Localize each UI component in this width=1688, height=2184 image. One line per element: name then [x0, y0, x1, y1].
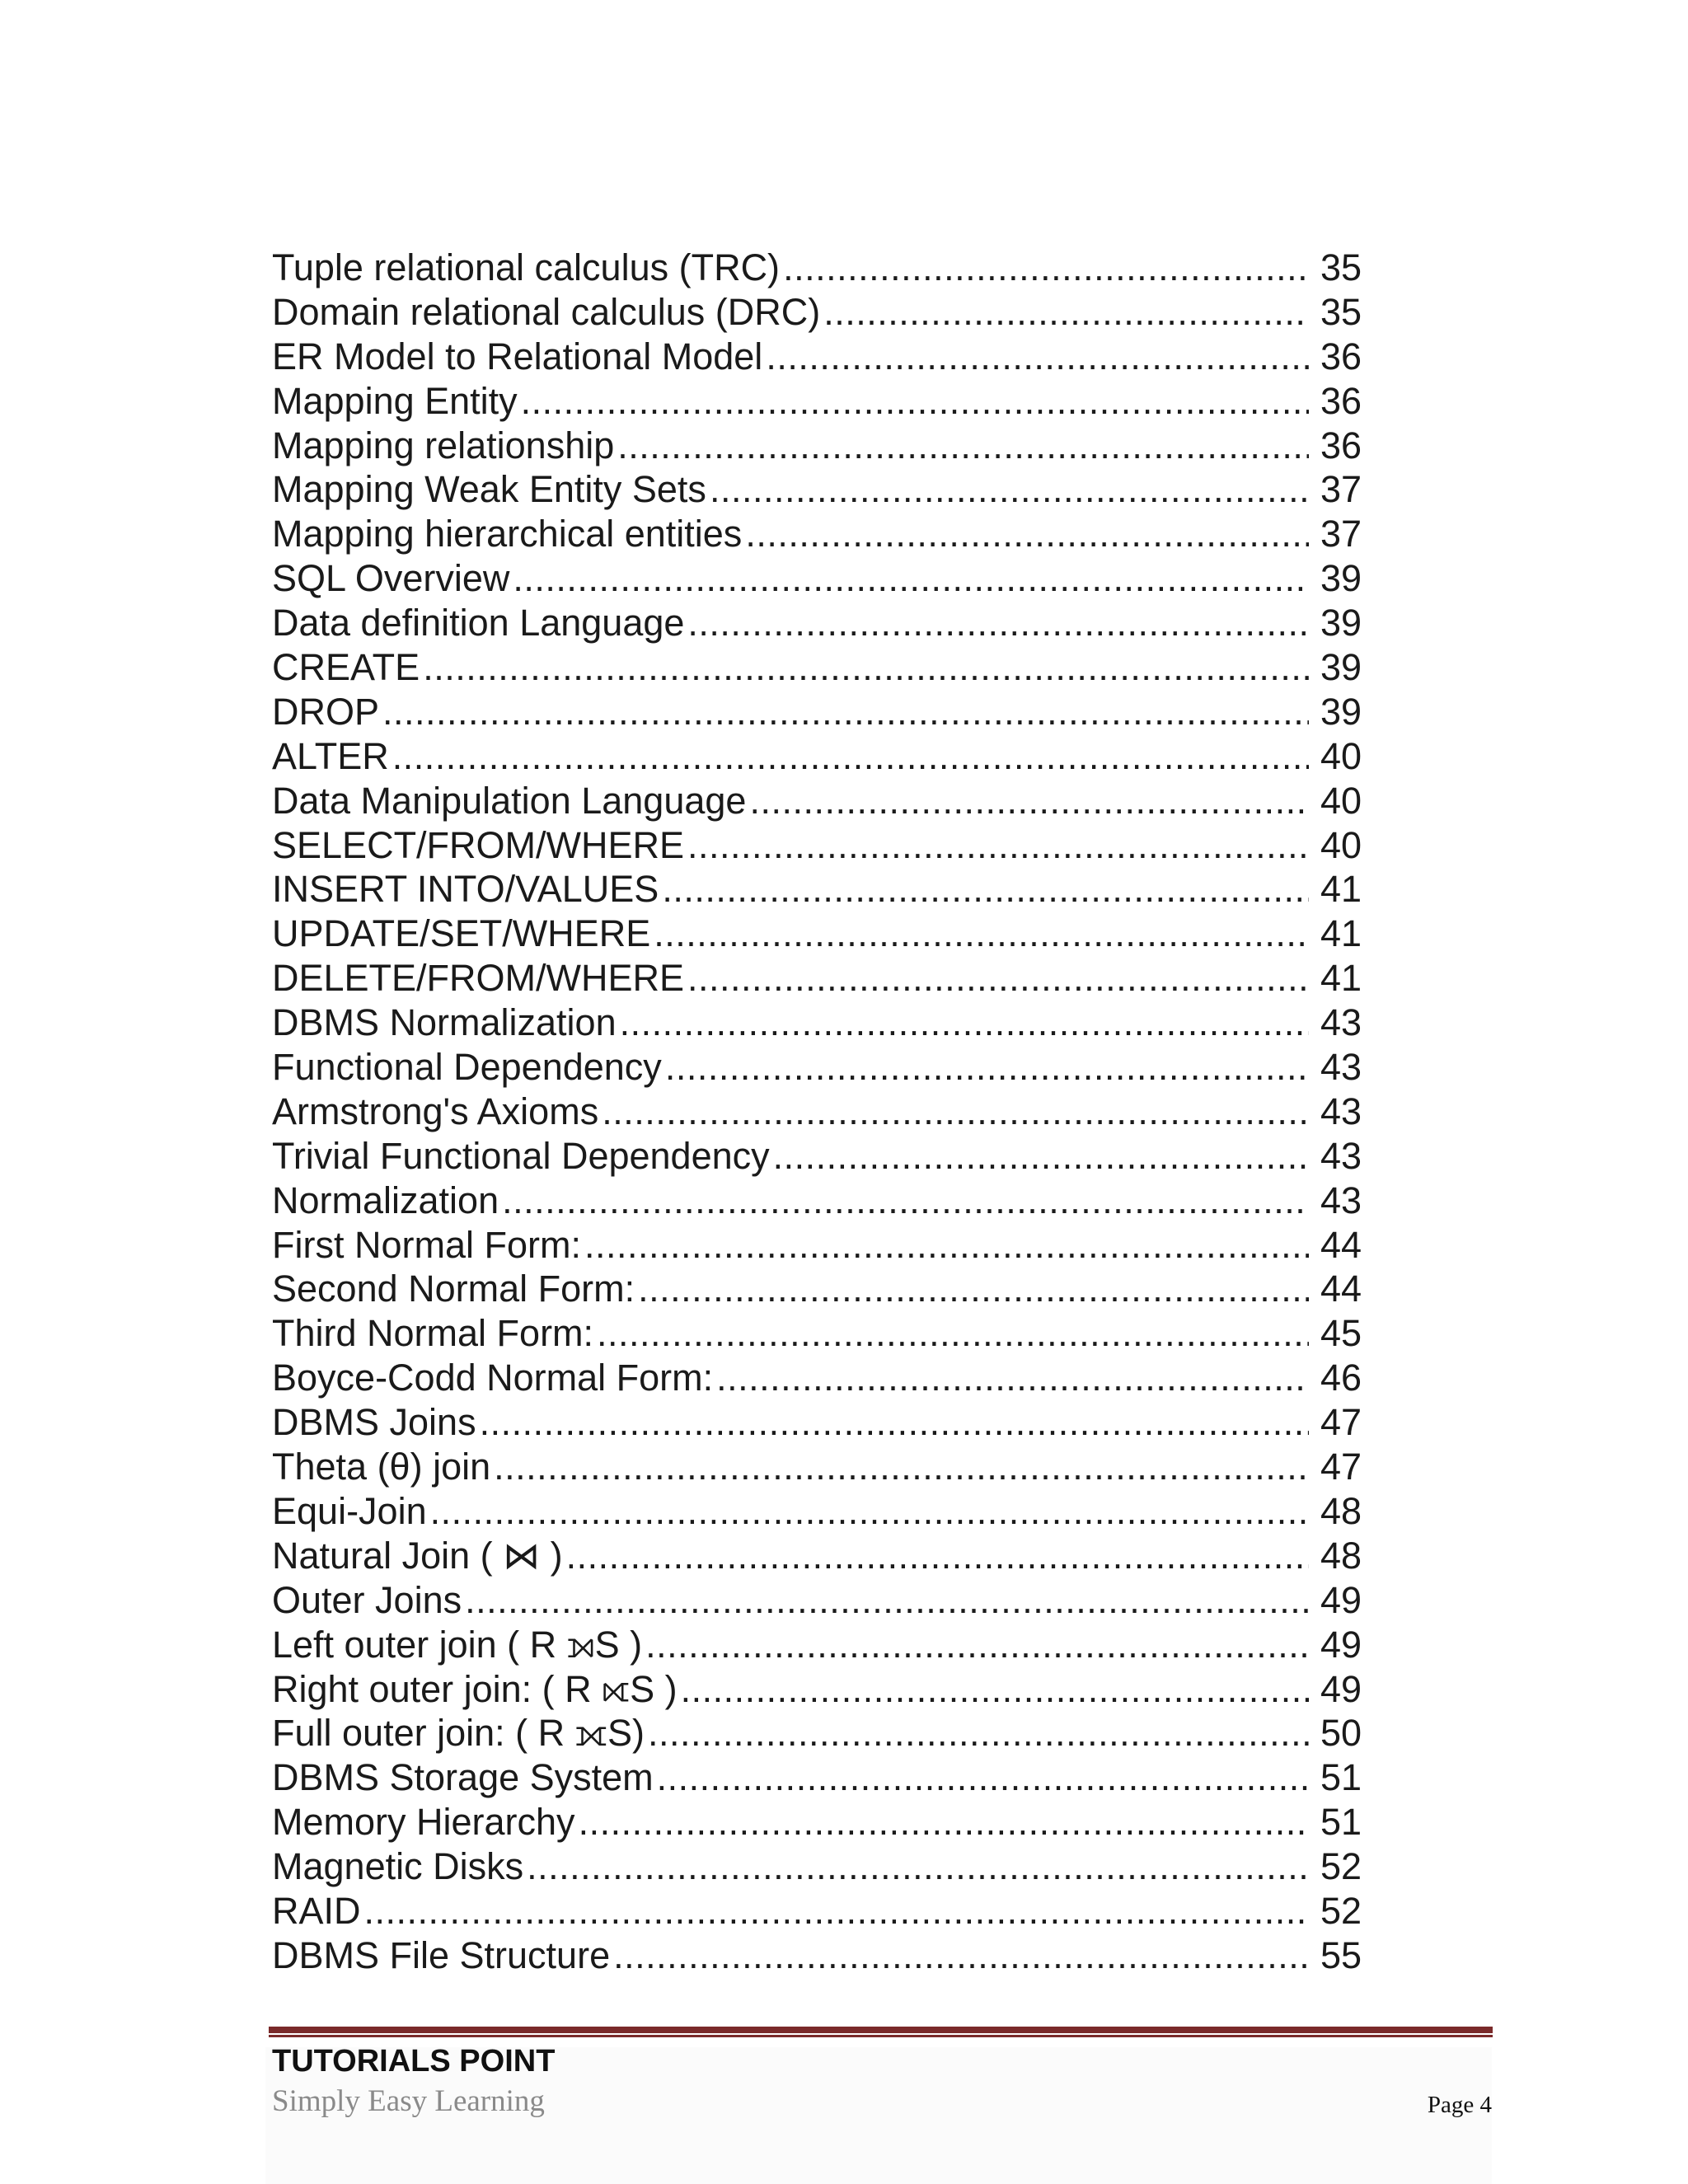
- toc-dot-leader: [657, 1755, 1309, 1800]
- toc-entry-page-number: 49: [1320, 1667, 1362, 1710]
- toc-entry[interactable]: [272, 1179, 1362, 1223]
- toc-entry[interactable]: [272, 467, 1362, 512]
- toc-entry-title: Second Normal Form:: [272, 1268, 635, 1310]
- toc-dot-leader: [766, 335, 1309, 379]
- toc-entry[interactable]: [272, 1134, 1362, 1179]
- toc-entry[interactable]: [272, 1356, 1362, 1400]
- toc-entry[interactable]: [272, 1711, 1362, 1755]
- toc-entry-page-number: 45: [1320, 1312, 1362, 1355]
- toc-entry-page-number: 41: [1320, 912, 1362, 955]
- toc-entry[interactable]: [272, 1889, 1362, 1933]
- toc-dot-leader: [392, 734, 1309, 779]
- toc-entry-page-number: 52: [1320, 1845, 1362, 1888]
- toc-entry[interactable]: [272, 1534, 1362, 1578]
- toc-dot-leader: [521, 379, 1309, 424]
- toc-dot-leader: [783, 246, 1309, 290]
- toc-entry-title: Mapping Entity: [272, 379, 518, 422]
- toc-entry-page-number: 47: [1320, 1446, 1362, 1488]
- toc-entry-title: RAID: [272, 1889, 361, 1932]
- toc-dot-leader: [687, 601, 1309, 645]
- footer-tagline: Simply Easy Learning: [272, 2084, 545, 2118]
- toc-entry-title: Domain relational calculus (DRC): [272, 290, 821, 333]
- toc-dot-leader: [645, 1623, 1309, 1667]
- toc-entry[interactable]: [272, 1090, 1362, 1134]
- toc-entry[interactable]: [272, 645, 1362, 690]
- toc-entry[interactable]: [272, 1001, 1362, 1045]
- toc-entry[interactable]: [272, 601, 1362, 645]
- toc-dot-leader: [423, 645, 1309, 690]
- toc-entry-page-number: 41: [1320, 957, 1362, 1000]
- toc-entry-title: Memory Hierarchy: [272, 1801, 575, 1844]
- toc-entry[interactable]: [272, 1800, 1362, 1844]
- toc-entry-page-number: 44: [1320, 1223, 1362, 1266]
- toc-entry-title: Equi-Join: [272, 1489, 427, 1532]
- toc-entry-title: Magnetic Disks: [272, 1845, 524, 1888]
- toc-entry-page-number: 39: [1320, 557, 1362, 600]
- toc-entry-page-number: 55: [1320, 1933, 1362, 1976]
- toc-entry-title: Mapping Weak Entity Sets: [272, 468, 706, 511]
- toc-entry-title: Outer Joins: [272, 1578, 462, 1621]
- toc-entry-title: Boyce-Codd Normal Form:: [272, 1357, 714, 1399]
- toc-entry-page-number: 41: [1320, 868, 1362, 911]
- toc-dot-leader: [662, 867, 1309, 912]
- toc-entry[interactable]: [272, 867, 1362, 912]
- toc-entry-page-number: 36: [1320, 379, 1362, 422]
- toc-entry-title: DBMS File Structure: [272, 1933, 611, 1976]
- toc-dot-leader: [648, 1711, 1309, 1755]
- toc-dot-leader: [566, 1534, 1309, 1578]
- toc-entry[interactable]: [272, 335, 1362, 379]
- toc-entry-page-number: 43: [1320, 1179, 1362, 1221]
- toc-entry-title: ER Model to Relational Model: [272, 335, 763, 377]
- toc-entry-page-number: 46: [1320, 1357, 1362, 1399]
- toc-entry[interactable]: [272, 512, 1362, 556]
- toc-entry-title: SQL Overview: [272, 557, 510, 600]
- footer-divider-thick-line: [269, 2027, 1493, 2033]
- toc-dot-leader: [638, 1267, 1309, 1311]
- toc-entry-title: First Normal Form:: [272, 1223, 581, 1266]
- toc-dot-leader: [745, 512, 1309, 556]
- toc-entry-page-number: 40: [1320, 779, 1362, 822]
- toc-entry-title: DBMS Storage System: [272, 1756, 654, 1799]
- toc-entry[interactable]: [272, 823, 1362, 868]
- toc-entry[interactable]: [272, 1844, 1362, 1889]
- toc-dot-leader: [527, 1844, 1309, 1889]
- footer-divider-thin-line: [269, 2035, 1493, 2037]
- toc-entry-title: Left outer join ( R ⟕S ): [272, 1623, 643, 1666]
- toc-dot-leader: [749, 779, 1308, 823]
- toc-entry-title: Mapping relationship: [272, 424, 615, 466]
- toc-entry-title: Right outer join: ( R ⟖S ): [272, 1667, 678, 1710]
- toc-entry-page-number: 48: [1320, 1489, 1362, 1532]
- toc-entry[interactable]: [272, 1489, 1362, 1534]
- toc-entry[interactable]: [272, 912, 1362, 956]
- toc-dot-leader: [665, 1045, 1309, 1090]
- footer-brand: TUTORIALS POINT: [272, 2044, 556, 2079]
- toc-entry[interactable]: [272, 1578, 1362, 1623]
- toc-entry-page-number: 51: [1320, 1756, 1362, 1799]
- toc-entry-page-number: 52: [1320, 1889, 1362, 1932]
- toc-entry-title: Natural Join ( ⋈ ): [272, 1534, 563, 1577]
- toc-entry-title: CREATE: [272, 646, 420, 689]
- toc-entry-title: UPDATE/SET/WHERE: [272, 912, 651, 955]
- toc-entry-page-number: 37: [1320, 468, 1362, 511]
- toc-dot-leader: [480, 1400, 1309, 1445]
- toc-entry[interactable]: [272, 290, 1362, 335]
- toc-entry[interactable]: [272, 1223, 1362, 1268]
- toc-entry-page-number: 47: [1320, 1401, 1362, 1444]
- toc-entry-page-number: 51: [1320, 1801, 1362, 1844]
- toc-entry-title: Full outer join: ( R ⟗S): [272, 1712, 645, 1755]
- toc-entry-title: Mapping hierarchical entities: [272, 513, 743, 555]
- toc-entry-page-number: 35: [1320, 246, 1362, 288]
- toc-entry-page-number: 36: [1320, 424, 1362, 466]
- toc-entry[interactable]: [272, 1311, 1362, 1356]
- toc-dot-leader: [687, 823, 1309, 868]
- toc-dot-leader: [687, 956, 1309, 1001]
- toc-entry-title: DBMS Normalization: [272, 1001, 617, 1044]
- toc-entry-title: Normalization: [272, 1179, 499, 1221]
- toc-entry-page-number: 49: [1320, 1623, 1362, 1666]
- toc-entry-page-number: 43: [1320, 1046, 1362, 1089]
- toc-entry[interactable]: [272, 1755, 1362, 1800]
- toc-entry-title: Functional Dependency: [272, 1046, 662, 1089]
- table-of-contents: [272, 246, 1362, 1978]
- toc-dot-leader: [620, 1001, 1309, 1045]
- toc-entry-title: INSERT INTO/VALUES: [272, 868, 659, 911]
- toc-dot-leader: [465, 1578, 1309, 1623]
- toc-dot-leader: [494, 1445, 1309, 1489]
- toc-dot-leader: [602, 1090, 1309, 1134]
- toc-entry-page-number: 48: [1320, 1534, 1362, 1577]
- toc-dot-leader: [382, 690, 1309, 734]
- toc-dot-leader: [617, 424, 1309, 468]
- toc-entry-title: DROP: [272, 690, 380, 733]
- toc-dot-leader: [430, 1489, 1309, 1534]
- toc-entry-page-number: 43: [1320, 1134, 1362, 1177]
- toc-entry-title: SELECT/FROM/WHERE: [272, 823, 685, 866]
- toc-dot-leader: [513, 556, 1309, 601]
- toc-entry[interactable]: [272, 1045, 1362, 1090]
- toc-entry-page-number: 43: [1320, 1001, 1362, 1044]
- toc-entry[interactable]: [272, 1623, 1362, 1667]
- toc-entry[interactable]: [272, 1667, 1362, 1712]
- toc-entry-page-number: 35: [1320, 290, 1362, 333]
- toc-dot-leader: [710, 467, 1309, 512]
- toc-dot-leader: [681, 1667, 1309, 1712]
- toc-dot-leader: [597, 1311, 1309, 1356]
- toc-entry-title: Theta (θ) join: [272, 1446, 491, 1488]
- toc-dot-leader: [364, 1889, 1309, 1933]
- toc-dot-leader: [716, 1356, 1309, 1400]
- toc-entry[interactable]: [272, 1267, 1362, 1311]
- toc-entry-page-number: 43: [1320, 1090, 1362, 1132]
- toc-entry-page-number: 50: [1320, 1712, 1362, 1755]
- toc-entry[interactable]: [272, 956, 1362, 1001]
- toc-dot-leader: [654, 912, 1309, 956]
- toc-entry[interactable]: [272, 379, 1362, 424]
- toc-entry[interactable]: [272, 1933, 1362, 1978]
- toc-entry-title: DBMS Joins: [272, 1401, 476, 1444]
- toc-entry-page-number: 39: [1320, 646, 1362, 689]
- toc-entry[interactable]: [272, 246, 1362, 290]
- toc-entry-title: ALTER: [272, 734, 389, 777]
- toc-entry-title: Tuple relational calculus (TRC): [272, 246, 781, 288]
- toc-entry-title: Trivial Functional Dependency: [272, 1134, 770, 1177]
- toc-entry[interactable]: [272, 690, 1362, 734]
- toc-entry[interactable]: [272, 556, 1362, 601]
- toc-dot-leader: [613, 1933, 1309, 1978]
- toc-dot-leader: [823, 290, 1309, 335]
- toc-entry-page-number: 36: [1320, 335, 1362, 377]
- toc-dot-leader: [502, 1179, 1309, 1223]
- toc-entry[interactable]: [272, 734, 1362, 779]
- toc-entry-title: Third Normal Form:: [272, 1312, 594, 1355]
- toc-entry-title: DELETE/FROM/WHERE: [272, 957, 685, 1000]
- toc-entry-title: Data definition Language: [272, 602, 685, 644]
- toc-entry[interactable]: [272, 1445, 1362, 1489]
- toc-entry-page-number: 44: [1320, 1268, 1362, 1310]
- toc-entry-title: Armstrong's Axioms: [272, 1090, 599, 1132]
- toc-dot-leader: [579, 1800, 1309, 1844]
- toc-entry[interactable]: [272, 1400, 1362, 1445]
- toc-dot-leader: [584, 1223, 1309, 1268]
- toc-dot-leader: [773, 1134, 1309, 1179]
- toc-entry-page-number: 49: [1320, 1578, 1362, 1621]
- toc-entry-page-number: 39: [1320, 602, 1362, 644]
- toc-entry-title: Data Manipulation Language: [272, 779, 747, 822]
- toc-entry-page-number: 40: [1320, 734, 1362, 777]
- toc-entry-page-number: 37: [1320, 513, 1362, 555]
- toc-entry[interactable]: [272, 779, 1362, 823]
- toc-entry[interactable]: [272, 424, 1362, 468]
- page-number: Page 4: [1427, 2092, 1492, 2118]
- toc-entry-page-number: 39: [1320, 690, 1362, 733]
- toc-entry-page-number: 40: [1320, 823, 1362, 866]
